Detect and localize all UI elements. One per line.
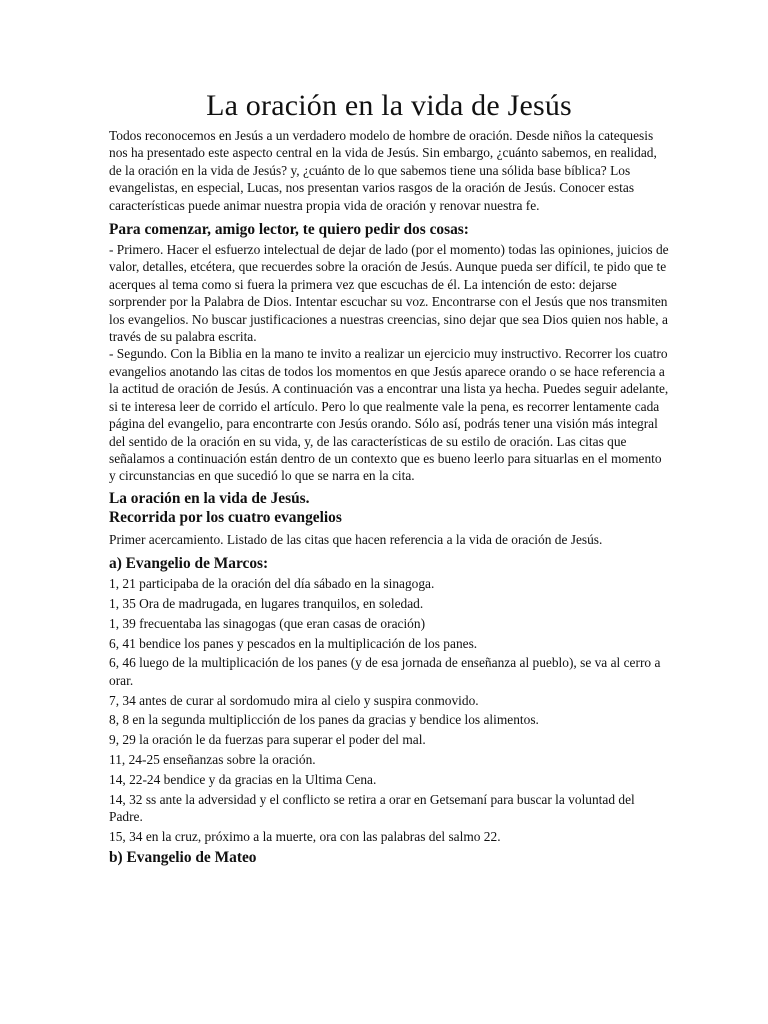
list-item: 7, 34 antes de curar al sordomudo mira al cielo y suspira conmovido. <box>109 692 479 708</box>
list-item: 6, 41 bendice los panes y pescados en la multiplicación de los panes. <box>109 635 478 651</box>
list-item: 1, 39 frecuentaba las sinagogas (que eran casas de oración) <box>109 615 426 631</box>
list-item: 6, 46 luego de la multiplicación de los panes (y de esa jornada de enseñanza al pueblo), se va al cerro a orar. <box>109 655 661 688</box>
first-paragraph: - Primero. Hacer el esfuerzo intelectual de dejar de lado (por el momento) todas las opiniones, juicios de valor, detalles, etcétera, que recuerdes sobre la oración de Jesús. Aunque pueda ser difícil, te pido que te acerques al tema como si fuera la primera vez que escuchas de él. La intención de esto: dejarse sorprender por la Palabra de Dios. Intentar escuchar su voz. Encontrarse con el Jesús que nos transmiten los evangelios. No buscar justificaciones a nuestras creencias, sino dejar que sea Dios quien nos hable, a través de su palabra escrita. <box>109 242 669 345</box>
marcos-cite-list <box>109 575 669 845</box>
heading-section-2: Recorrida por los cuatro evangelios <box>109 508 342 526</box>
intro-paragraph: Todos reconocemos en Jesús a un verdadero modelo de hombre de oración. Desde niños la catequesis nos ha presentado este aspecto central en la vida de Jesús. Sin embargo, ¿cuánto sabemos, en realidad, de la oración en la vida de Jesús? y, ¿cuánto de lo que sabemos tiene una sólida base bíblica? Los evangelistas, en especial, Lucas, nos presentan varios rasgos de la oración de Jesús. Conocer estas características puede animar nuestra propia vida de oración y renovar nuestra fe. <box>109 128 657 213</box>
list-item: 8, 8 en la segunda multiplicción de los panes da gracias y bendice los alimentos. <box>109 712 539 728</box>
page-title: La oración en la vida de Jesús <box>206 89 572 122</box>
second-paragraph: - Segundo. Con la Biblia en la mano te invito a realizar un ejercicio muy instructivo. Recorrer los cuatro evangelios anotando las citas de todos los momentos en que Jesús aparece orando o se hace referencia a la actitud de oración de Jesús. A continuación vas a encontrar una lista ya hecha. Puedes seguir adelante, si te interesa leer de corrido el artículo. Pero lo que realmente vale la pena, es recorrer lentamente cada página del evangelio, para encontrarte con Jesús orando. Sólo así, podrás tener una visión más integral del sentido de la oración en su vida, y, de las características de su estilo de oración. Las citas que señalamos a continuación están dentro de un contexto que es bueno leerlo para situarlas en el momento y circunstancias en que sucedió lo que se narra en la cita. <box>109 346 669 484</box>
heading-section-1: La oración en la vida de Jesús. <box>109 489 310 507</box>
list-item: 11, 24-25 enseñanzas sobre la oración. <box>109 751 316 767</box>
list-item: 14, 32 ss ante la adversidad y el conflicto se retira a orar en Getsemaní para buscar la voluntad del Padre. <box>109 791 635 824</box>
heading-mateo: b) Evangelio de Mateo <box>109 848 257 866</box>
first-approach-paragraph: Primer acercamiento. Listado de las citas que hacen referencia a la vida de oración de Jesús. <box>109 531 603 547</box>
list-item: 1, 35 Ora de madrugada, en lugares tranquilos, en soledad. <box>109 595 424 611</box>
list-item: 1, 21 participaba de la oración del día sábado en la sinagoga. <box>109 576 435 592</box>
heading-start: Para comenzar, amigo lector, te quiero pedir dos cosas: <box>109 221 469 239</box>
list-item: 15, 34 en la cruz, próximo a la muerte, ora con las palabras del salmo 22. <box>109 828 501 844</box>
list-item: 9, 29 la oración le da fuerzas para superar el poder del mal. <box>109 732 426 748</box>
heading-marcos: a) Evangelio de Marcos: <box>109 555 269 573</box>
document-page <box>109 88 669 867</box>
list-item: 14, 22-24 bendice y da gracias en la Ultima Cena. <box>109 771 377 787</box>
